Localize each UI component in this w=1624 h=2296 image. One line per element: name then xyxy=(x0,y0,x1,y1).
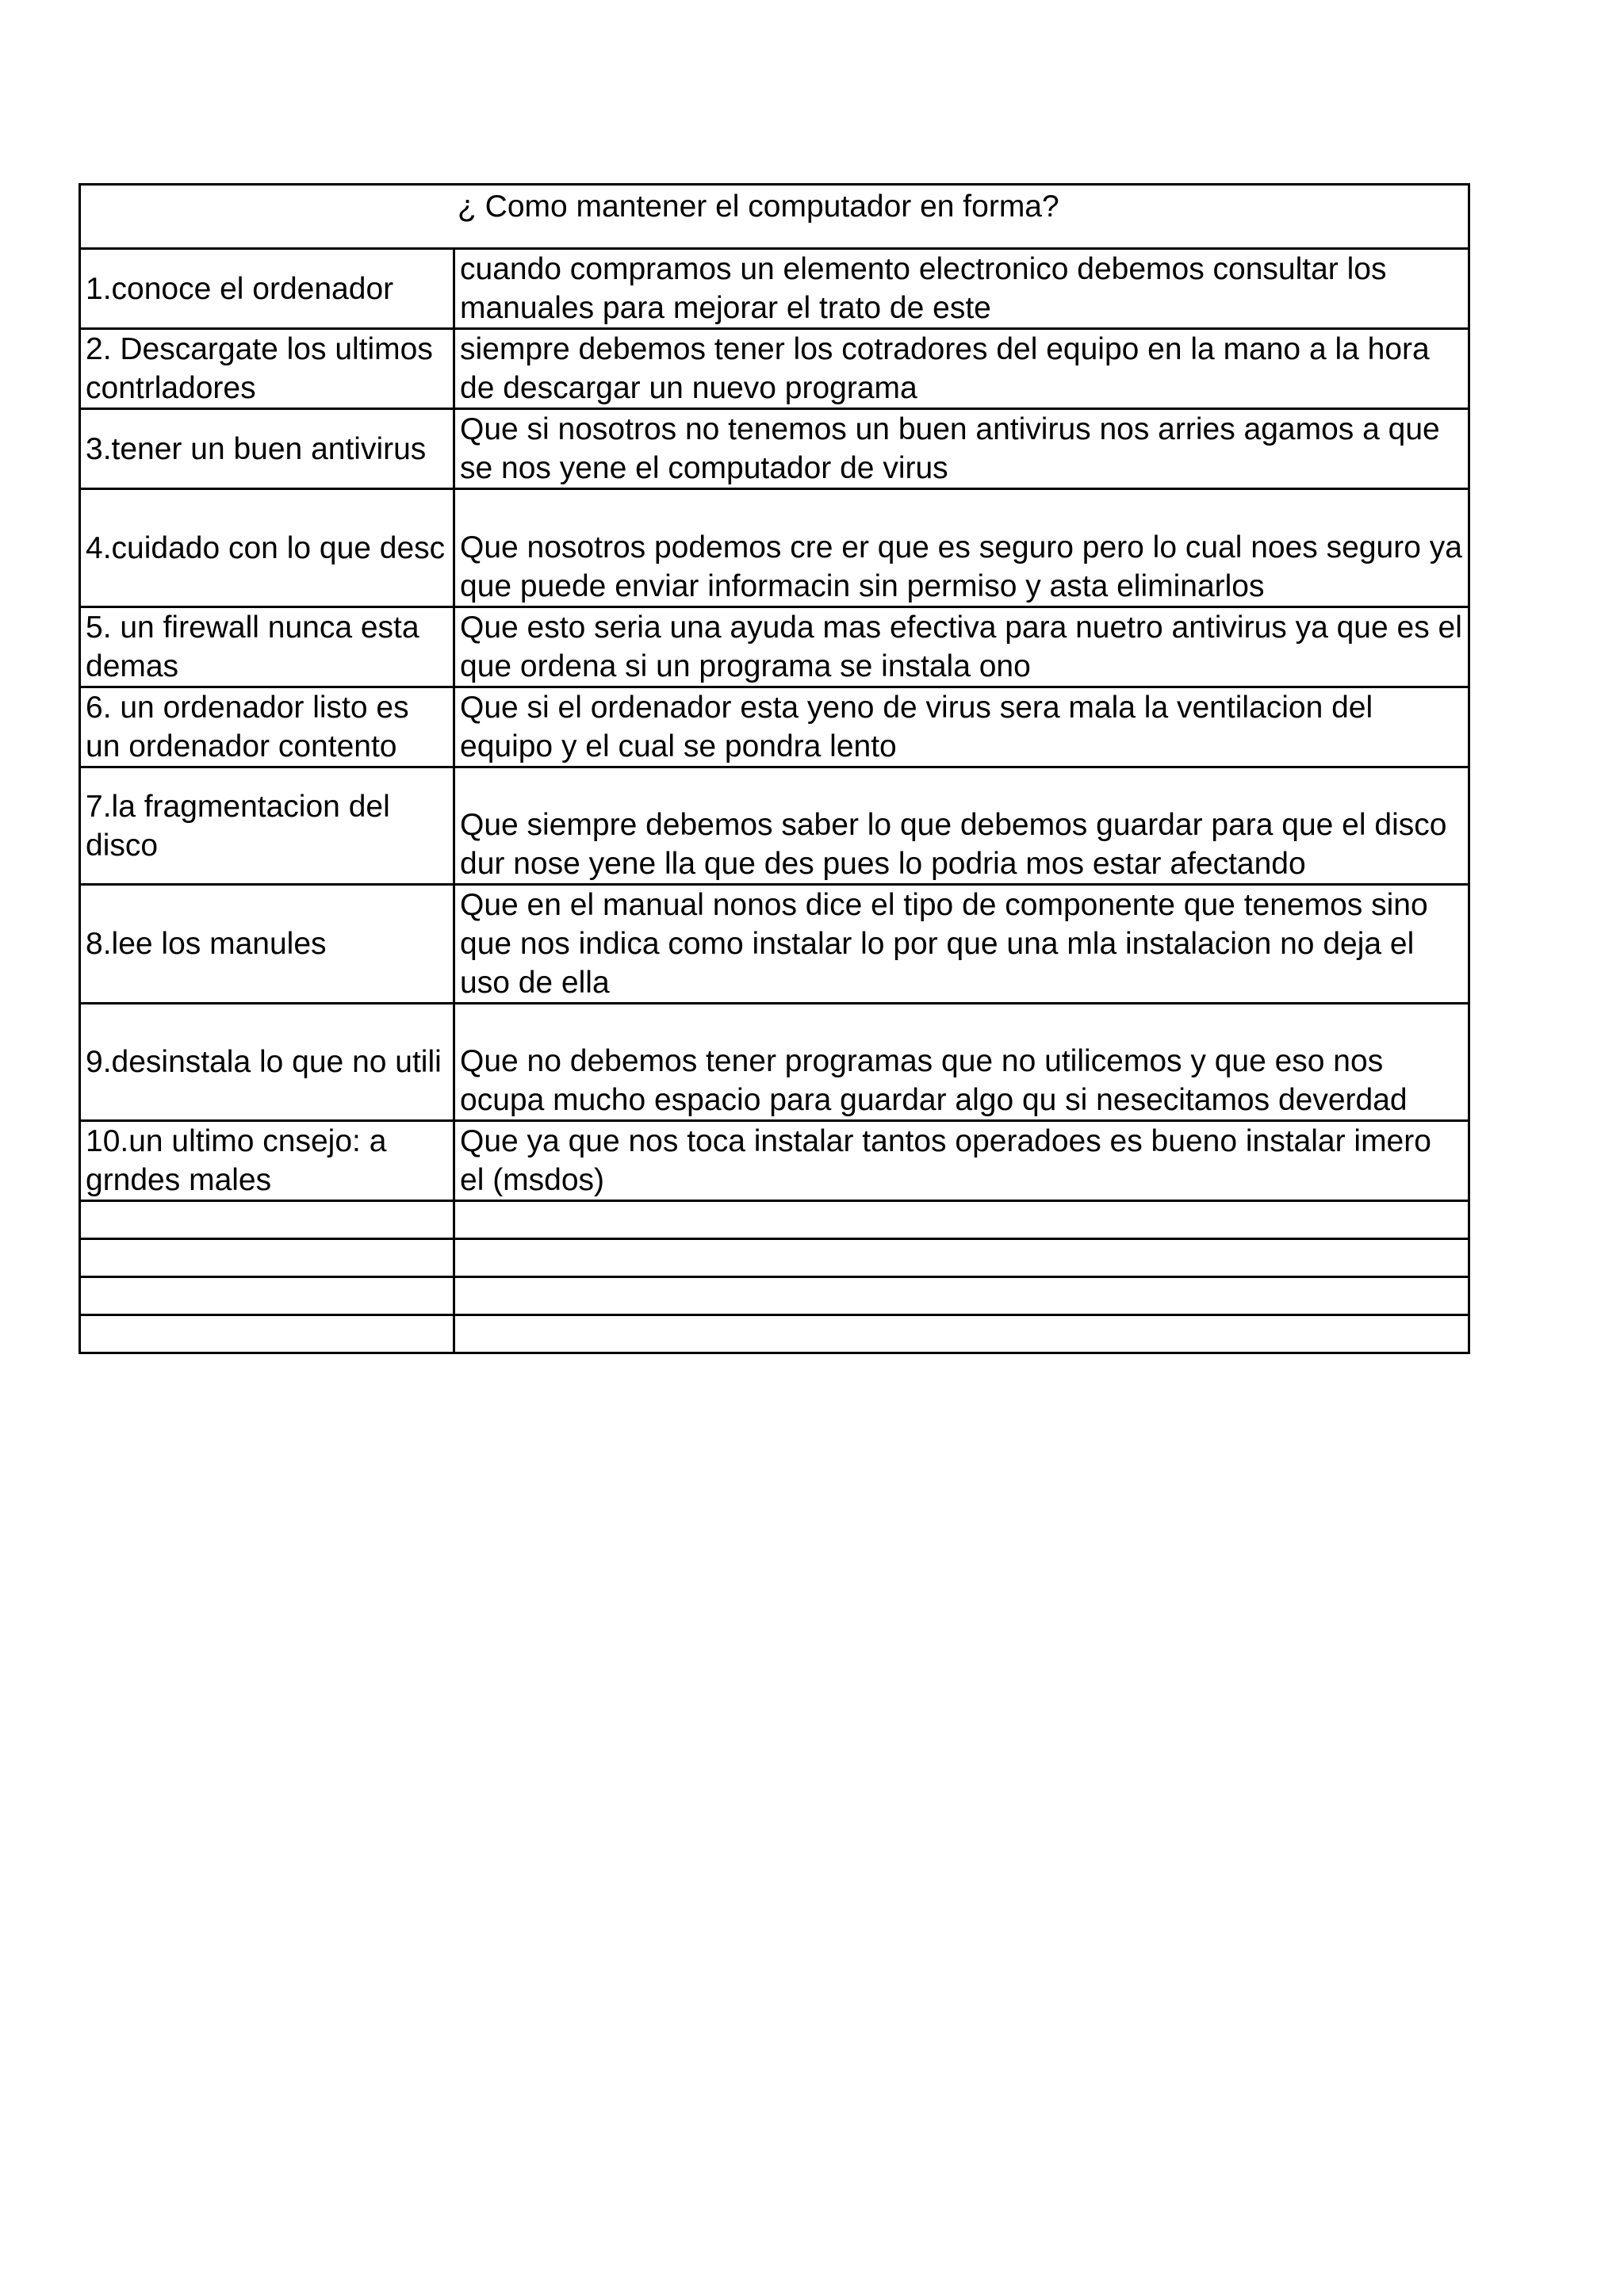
title-row xyxy=(80,185,1469,249)
empty-cell xyxy=(454,1239,1469,1277)
empty-row xyxy=(80,1315,1469,1353)
table-row xyxy=(80,249,1469,329)
description-cell: Que siempre debemos saber lo que debemos guardar para que el disco dur nose yene lla que des pues lo podria mos estar afectando xyxy=(454,767,1469,885)
tip-cell: 10.un ultimo cnsejo: a grndes males xyxy=(80,1121,454,1201)
tip-cell: 4.cuidado con lo que desc xyxy=(80,489,454,607)
tip-cell: 7.la fragmentacion del disco xyxy=(80,767,454,885)
tip-cell: 2. Descargate los ultimos contrladores xyxy=(80,329,454,409)
table-row xyxy=(80,885,1469,1004)
empty-cell xyxy=(454,1315,1469,1353)
tips-table xyxy=(79,183,1470,1354)
tip-cell: 9.desinstala lo que no utili xyxy=(80,1004,454,1121)
empty-cell xyxy=(80,1239,454,1277)
description-cell: Que si el ordenador esta yeno de virus sera mala la ventilacion del equipo y el cual se pondra lento xyxy=(454,687,1469,767)
table-row xyxy=(80,1004,1469,1121)
table-row xyxy=(80,687,1469,767)
tip-cell: 3.tener un buen antivirus xyxy=(80,409,454,489)
table-row xyxy=(80,489,1469,607)
description-cell: Que esto seria una ayuda mas efectiva para nuetro antivirus ya que es el que ordena si un programa se instala ono xyxy=(454,607,1469,687)
empty-cell xyxy=(454,1277,1469,1315)
empty-row xyxy=(80,1239,1469,1277)
table-row xyxy=(80,329,1469,409)
empty-cell xyxy=(454,1201,1469,1239)
empty-row xyxy=(80,1201,1469,1239)
description-cell: siempre debemos tener los cotradores del equipo en la mano a la hora de descargar un nuevo programa xyxy=(454,329,1469,409)
table-title: ¿ Como mantener el computador en forma? xyxy=(80,185,1469,249)
table-row xyxy=(80,1121,1469,1201)
tip-cell: 1.conoce el ordenador xyxy=(80,249,454,329)
tip-cell: 8.lee los manules xyxy=(80,885,454,1004)
description-cell: Que no debemos tener programas que no utilicemos y que eso nos ocupa mucho espacio para guardar algo qu si nesecitamos deverdad xyxy=(454,1004,1469,1121)
table-row xyxy=(80,409,1469,489)
empty-cell xyxy=(80,1315,454,1353)
description-cell: Que si nosotros no tenemos un buen antivirus nos arries agamos a que se nos yene el computador de virus xyxy=(454,409,1469,489)
description-cell: cuando compramos un elemento electronico debemos consultar los manuales para mejorar el trato de este xyxy=(454,249,1469,329)
tip-cell: 6. un ordenador listo es un ordenador contento xyxy=(80,687,454,767)
table-row xyxy=(80,767,1469,885)
empty-row xyxy=(80,1277,1469,1315)
description-cell: Que ya que nos toca instalar tantos operadoes es bueno instalar imero el (msdos) xyxy=(454,1121,1469,1201)
empty-cell xyxy=(80,1201,454,1239)
empty-cell xyxy=(80,1277,454,1315)
description-cell: Que nosotros podemos cre er que es seguro pero lo cual noes seguro ya que puede enviar informacin sin permiso y asta eliminarlos xyxy=(454,489,1469,607)
tip-cell: 5. un firewall nunca esta demas xyxy=(80,607,454,687)
table-row xyxy=(80,607,1469,687)
description-cell: Que en el manual nonos dice el tipo de componente que tenemos sino que nos indica como instalar lo por que una mla instalacion no deja el uso de ella xyxy=(454,885,1469,1004)
